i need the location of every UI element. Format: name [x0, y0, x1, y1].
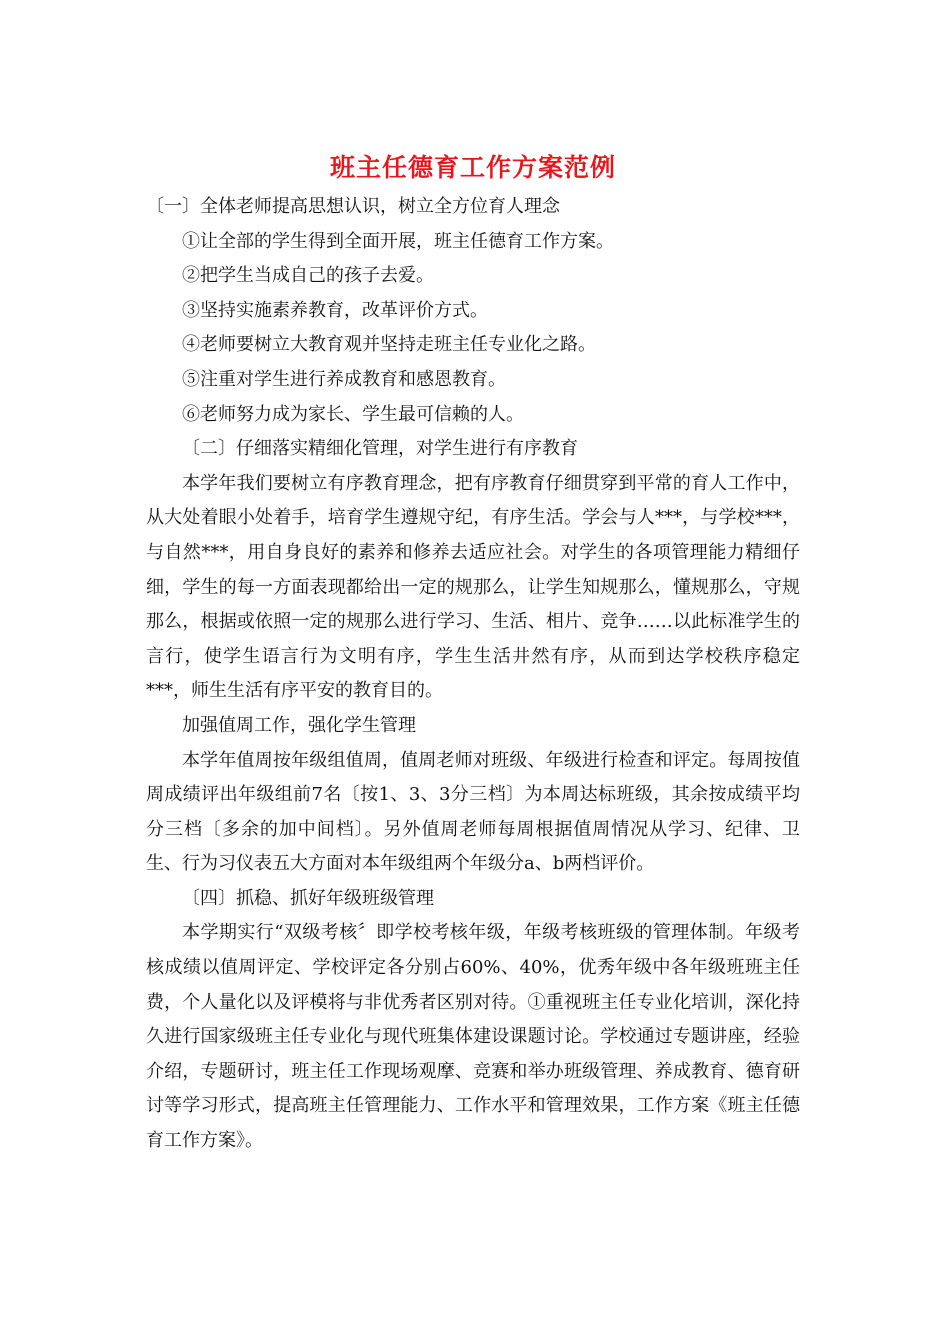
list-item: ④老师要树立大教育观并坚持走班主任专业化之路。: [182, 334, 596, 356]
duty-body: 本学年值周按年级组值周，值周老师对班级、年级进行检查和评定。每周按值周成绩评出年级组前7名〔按1、3、3分三档〕为本周达标班级，其余按成绩平均分三档〔多余的加中间档〕。另外值周老师每周根据值周情况从学习、纪律、卫生、行为习仪表五大方面对本年级组两个年级分a、b两档评价。: [146, 749, 800, 875]
section2-body: 本学年我们要树立有序教育理念，把有序教育仔细贯穿到平常的育人工作中，从大处着眼小处着手，培育学生遵规守纪，有序生活。学会与人***，与学校***，与自然***，用自身良好的素养和修养去适应社会。对学生的各项管理能力精细仔细，学生的每一方面表现都给出一定的规那么，让学生知规那么，懂规那么，守规那么，根据或依照一定的规那么进行学习、生活、相片、竞争……以此标准学生的言行，使学生语言行为文明有序，学生生活井然有序，从而到达学校秩序稳定***，师生生活有序平安的教育目的。: [146, 472, 800, 702]
section1-heading: 〔一〕全体老师提高思想认识，树立全方位育人理念: [146, 196, 560, 217]
section2-heading: 〔二〕仔细落实精细化管理，对学生进行有序教育: [182, 438, 578, 460]
list-item: ⑥老师努力成为家长、学生最可信赖的人。: [182, 403, 524, 425]
duty-heading: 加强值周工作，强化学生管理: [182, 714, 416, 736]
list-item: ①让全部的学生得到全面开展，班主任德育工作方案。: [182, 230, 614, 252]
list-item: ③坚持实施素养教育，改革评价方式。: [182, 299, 488, 321]
list-item: ②把学生当成自己的孩子去爱。: [182, 265, 434, 287]
list-item: ⑤注重对学生进行养成教育和感恩教育。: [182, 368, 506, 390]
document-title: 班主任德育工作方案范例: [329, 153, 616, 182]
section4-body: 本学期实行“双级考核〞即学校考核年级，年级考核班级的管理体制。年级考核成绩以值周评定、学校评定各分别占60%、40%，优秀年级中各年级班班主任费，个人量化以及评模将与非优秀者区别对待。①重视班主任专业化培训，深化持久进行国家级班主任专业化与现代班集体建设课题讨论。学校通过专题讲座，经验介绍，专题研讨，班主任工作现场观摩、竞赛和举办班级管理、养成教育、德育研讨等学习形式，提高班主任管理能力、工作水平和管理效果，工作方案《班主任德育工作方案》。: [146, 922, 800, 1152]
section4-heading: 〔四〕抓稳、抓好年级班级管理: [182, 887, 434, 909]
